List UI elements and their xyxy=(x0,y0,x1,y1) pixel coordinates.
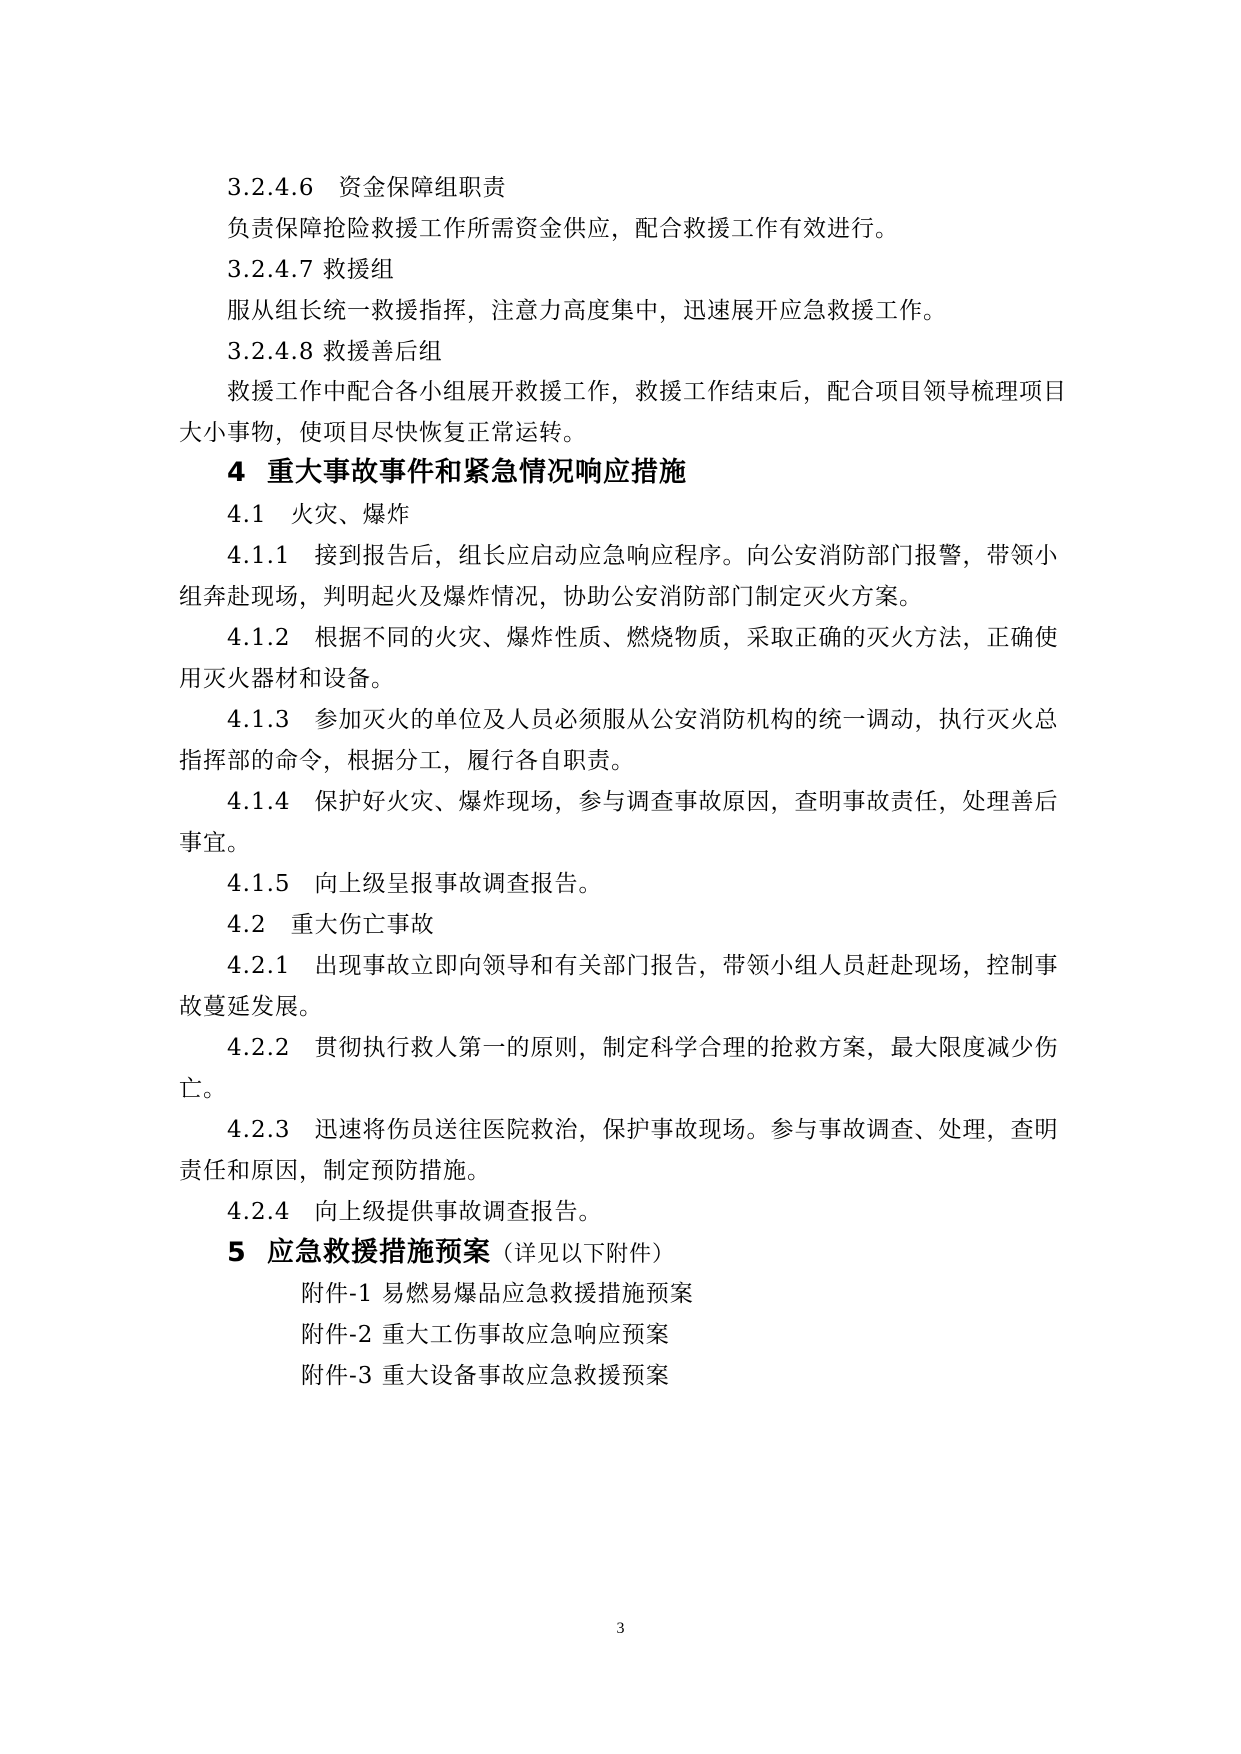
subsection-3-2-4-6: 3.2.4.6 资金保障组职责 xyxy=(227,175,507,201)
paragraph-line: 服从组长统一救援指挥，注意力高度集中，迅速展开应急救援工作。 xyxy=(227,298,947,324)
paragraph-line: 4.1.5 向上级呈报事故调查报告。 xyxy=(227,871,603,897)
section-4-number: 4 xyxy=(227,457,247,488)
paragraph-line: 大小事物，使项目尽快恢复正常运转。 xyxy=(179,420,587,446)
paragraph-line: 指挥部的命令，根据分工，履行各自职责。 xyxy=(179,748,635,774)
paragraph-line: 负责保障抢险救援工作所需资金供应，配合救援工作有效进行。 xyxy=(227,216,899,242)
paragraph-line: 责任和原因，制定预防措施。 xyxy=(179,1158,491,1184)
paragraph-line: 4.1.2 根据不同的火灾、爆炸性质、燃烧物质，采取正确的灭火方法，正确使 xyxy=(227,625,1059,651)
paragraph-line: 4.1.1 接到报告后，组长应启动应急响应程序。向公安消防部门报警，带领小 xyxy=(227,543,1059,569)
paragraph-line: 救援工作中配合各小组展开救援工作，救援工作结束后，配合项目领导梳理项目 xyxy=(227,379,1067,405)
subsection-3-2-4-8: 3.2.4.8 救援善后组 xyxy=(227,339,443,365)
section-5-note: （详见以下附件） xyxy=(491,1242,676,1267)
subsection-3-2-4-7: 3.2.4.7 救援组 xyxy=(227,257,395,283)
subsection-4-1: 4.1 火灾、爆炸 xyxy=(227,502,411,528)
paragraph-line: 事宜。 xyxy=(179,830,251,856)
attachment-item: 附件-3 重大设备事故应急救援预案 xyxy=(301,1363,670,1389)
paragraph-line: 4.1.3 参加灭火的单位及人员必须服从公安消防机构的统一调动，执行灭火总 xyxy=(227,707,1059,733)
paragraph-line: 故蔓延发展。 xyxy=(179,994,323,1020)
paragraph-line: 4.1.4 保护好火灾、爆炸现场，参与调查事故原因，查明事故责任，处理善后 xyxy=(227,789,1059,815)
section-4-heading xyxy=(0,458,1241,488)
subsection-4-2: 4.2 重大伤亡事故 xyxy=(227,912,435,938)
section-5-title: 应急救援措施预案 xyxy=(267,1237,491,1268)
paragraph-line: 4.2.1 出现事故立即向领导和有关部门报告，带领小组人员赶赴现场，控制事 xyxy=(227,953,1059,979)
paragraph-line: 4.2.4 向上级提供事故调查报告。 xyxy=(227,1199,603,1225)
paragraph-line: 4.2.2 贯彻执行救人第一的原则，制定科学合理的抢救方案，最大限度减少伤 xyxy=(227,1035,1059,1061)
attachment-item: 附件-1 易燃易爆品应急救援措施预案 xyxy=(301,1281,694,1307)
section-4-title: 重大事故事件和紧急情况响应措施 xyxy=(267,457,687,488)
section-5-number: 5 xyxy=(227,1237,247,1268)
paragraph-line: 组奔赴现场，判明起火及爆炸情况，协助公安消防部门制定灭火方案。 xyxy=(179,584,923,610)
attachment-item: 附件-2 重大工伤事故应急响应预案 xyxy=(301,1322,670,1348)
page-number: 3 xyxy=(616,1620,625,1637)
paragraph-line: 4.2.3 迅速将伤员送往医院救治，保护事故现场。参与事故调查、处理，查明 xyxy=(227,1117,1059,1143)
section-5-heading xyxy=(0,1238,1241,1270)
paragraph-line: 用灭火器材和设备。 xyxy=(179,666,395,692)
paragraph-line: 亡。 xyxy=(179,1076,227,1102)
